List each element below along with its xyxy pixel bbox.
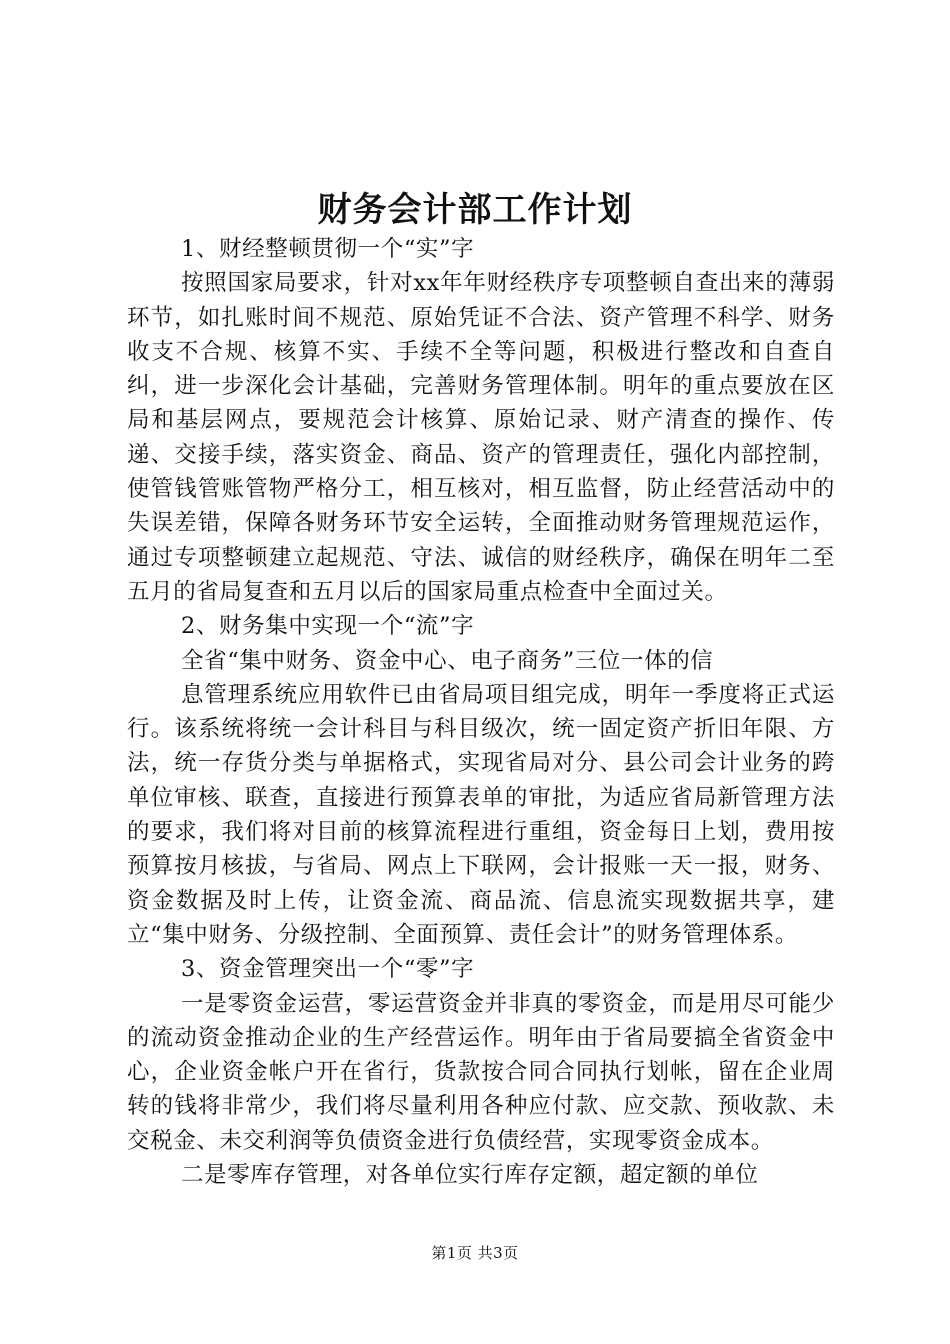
document-body <box>127 232 835 1192</box>
page-footer: 第1页 共3页 <box>431 1244 519 1262</box>
section-heading-3: 3、资金管理突出一个“零”字 <box>181 956 475 983</box>
paragraph-2: 息管理系统应用软件已由省局项目组完成，明年一季度将正式运行。该系统将统一会计科目与科目级次，统一固定资产折旧年限、方法，统一存货分类与单据格式，实现省局对分、县公司会计业务的跨单位审核、联查，直接进行预算表单的审批，为适应省局新管理方法的要求，我们将对目前的核算流程进行重组，资金每日上划，费用按预算按月核拔，与省局、网点上下联网，会计报账一天一报，财务、资金数据及时上传，让资金流、商品流、信息流实现数据共享，建立“集中财务、分级控制、全面预算、责任会计”的财务管理体系。 <box>127 681 835 948</box>
document-title: 财务会计部工作计划 <box>317 190 633 230</box>
paragraph-1: 按照国家局要求，针对xx年年财经秩序专项整顿自查出来的薄弱环节，如扎账时间不规范、原始凭证不合法、资产管理不科学、财务收支不合规、核算不实、手续不全等问题，积极进行整改和自查自纠，进一步深化会计基础，完善财务管理体制。明年的重点要放在区局和基层网点，要规范会计核算、原始记录、财产清查的操作、传递、交接手续，落实资金、商品、资产的管理责任，强化内部控制，使管钱管账管物严格分工，相互核对，相互监督，防止经营活动中的失误差错，保障各财务环节安全运转，全面推动财务管理规范运作，通过专项整顿建立起规范、守法、诚信的财经秩序，确保在明年二至五月的省局复查和五月以后的国家局重点检查中全面过关。 <box>127 270 835 605</box>
paragraph-3: 一是零资金运营，零运营资金并非真的零资金，而是用尽可能少的流动资金推动企业的生产经营运作。明年由于省局要搞全省资金中心，企业资金帐户开在省行，货款按合同合同执行划帐，留在企业周转的钱将非常少，我们将尽量利用各种应付款、应交款、预收款、未交税金、未交利润等负债资金进行负债经营，实现零资金成本。 <box>127 990 835 1154</box>
section-heading-2: 2、财务集中实现一个“流”字 <box>181 613 475 640</box>
section-heading-1: 1、财经整顿贯彻一个“实”字 <box>181 236 475 262</box>
paragraph-4: 二是零库存管理，对各单位实行库存定额，超定额的单位 <box>181 1162 759 1189</box>
paragraph-2-line-1: 全省“集中财务、资金中心、电子商务”三位一体的信 <box>181 647 714 674</box>
